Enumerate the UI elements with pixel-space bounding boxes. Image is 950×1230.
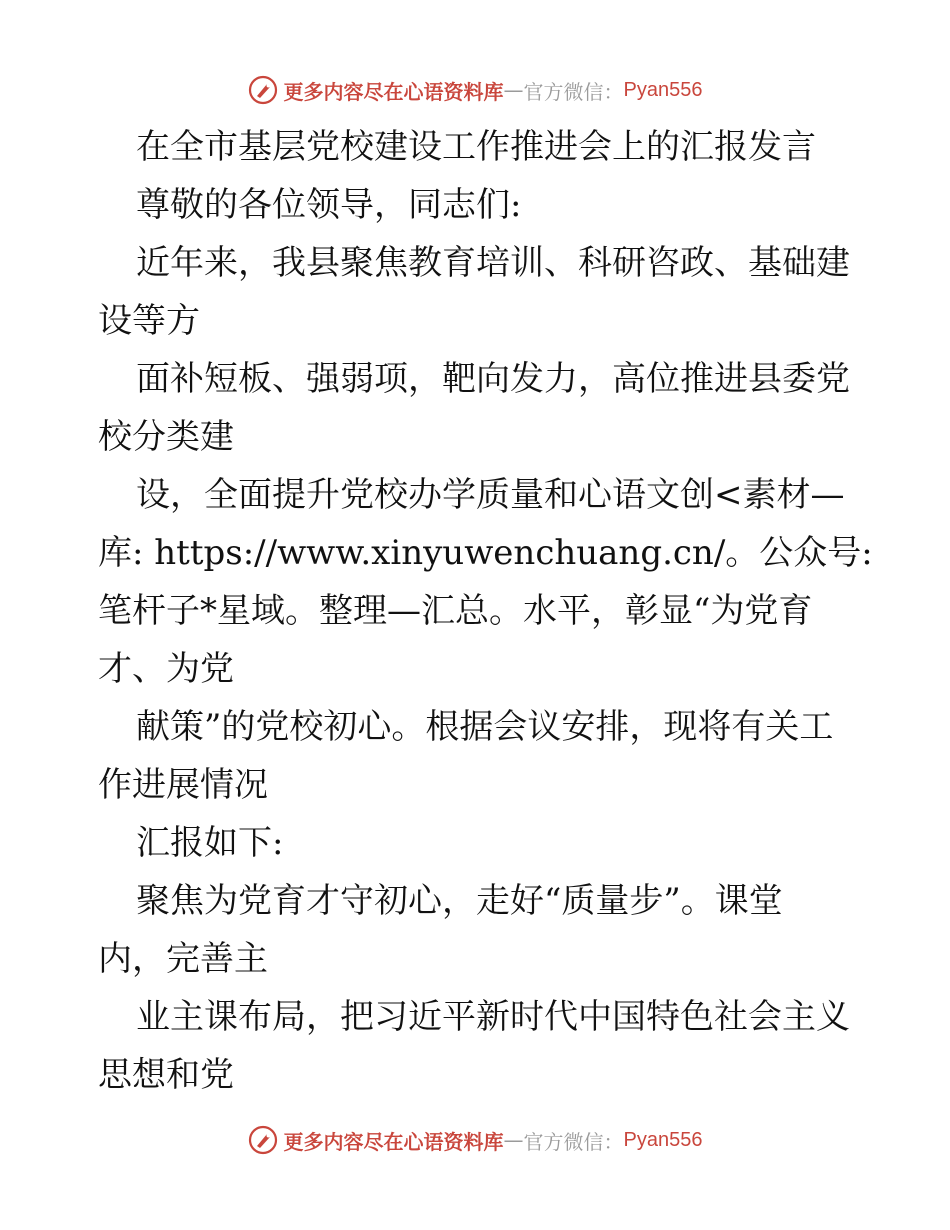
header-wechat-id: Pyan556: [623, 78, 703, 101]
text-line: 笔杆子*星域。整理—汇总。水平，彰显“为党育: [98, 591, 813, 631]
text-line: 思想和党: [98, 1055, 234, 1095]
pen-nib-logo-icon: [248, 75, 278, 105]
footer-separator: —: [503, 1128, 524, 1152]
text-line: 校分类建: [98, 417, 234, 457]
text-line: 才、为党: [98, 649, 234, 689]
header-slogan: 更多内容尽在心语资料库: [283, 79, 504, 104]
text-line: 汇报如下:: [136, 823, 284, 863]
text-line: 近年来，我县聚焦教育培训、科研咨政、基础建: [136, 243, 850, 283]
footer-wechat-id: Pyan556: [623, 1128, 703, 1151]
text-line: 设，全面提升党校办学质量和心语文创<素材—: [136, 475, 845, 515]
header-banner: [0, 70, 950, 110]
footer-banner: [0, 1120, 950, 1160]
text-line: 内，完善主: [98, 939, 268, 979]
header-wechat-label: 官方微信：: [523, 79, 624, 104]
text-line: 面补短板、强弱项，靶向发力，高位推进县委党: [136, 359, 850, 399]
text-line: 聚焦为党育才守初心，走好“质量步”。课堂: [136, 881, 783, 921]
footer-slogan: 更多内容尽在心语资料库: [283, 1129, 504, 1154]
text-line-url: 库: https://www.xinyuwenchuang.cn/。公众号:: [98, 533, 873, 573]
text-line: 献策”的党校初心。根据会议安排，现将有关工: [136, 707, 834, 747]
text-line: 设等方: [98, 301, 200, 341]
salutation: 尊敬的各位领导，同志们:: [136, 185, 522, 225]
text-line: 业主课布局，把习近平新时代中国特色社会主义: [136, 997, 850, 1037]
footer-wechat-label: 官方微信：: [523, 1129, 624, 1154]
document-body: [98, 118, 873, 1104]
text-line: 作进展情况: [98, 765, 268, 805]
document-title: 在全市基层党校建设工作推进会上的汇报发言: [136, 127, 816, 167]
header-separator: —: [503, 78, 524, 102]
pen-nib-logo-icon: [248, 1125, 278, 1155]
